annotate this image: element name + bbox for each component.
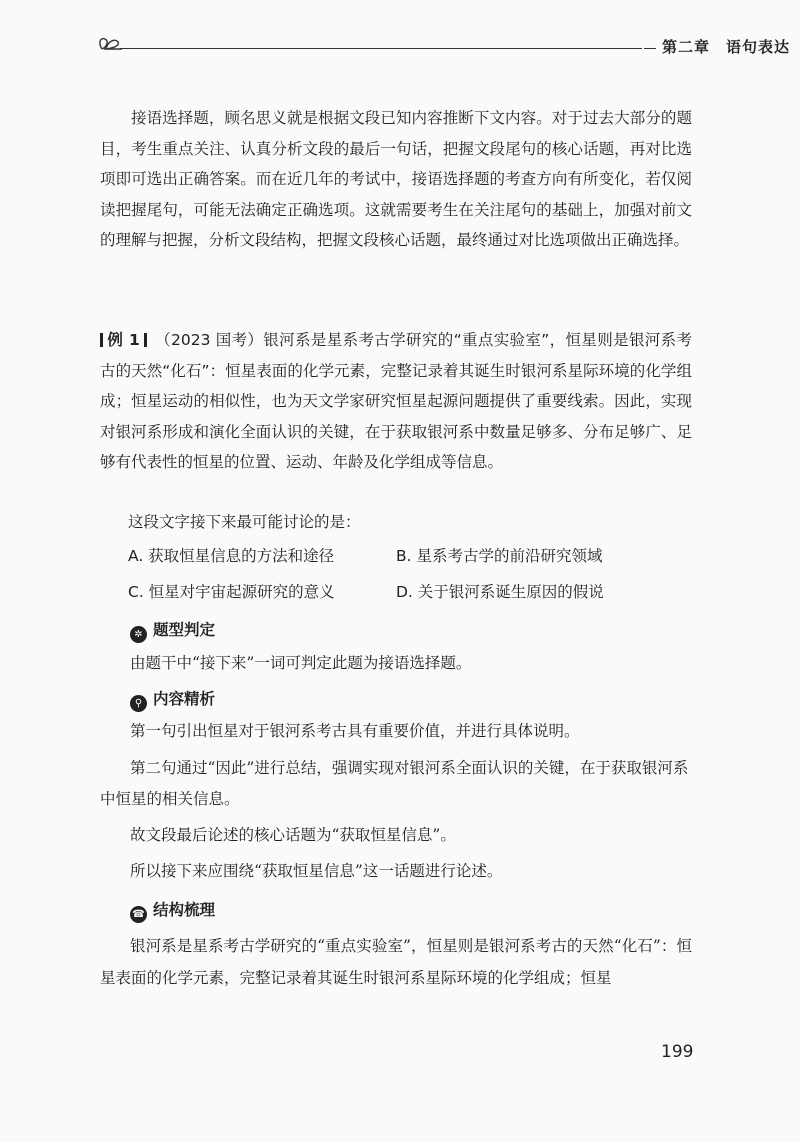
example-text: 银河系是星系考古学研究的“重点实验室”，恒星则是银河系考古的天然“化石”：恒星表面的化学元素，完整记录着其诞生时银河系星际环境的化学组成；恒星运动的相似性，也为天文学家研究恒星起源问题提供了重要线索。因此，实现对银河系形成和演化全面认识的关键，在于获取银河系中数量足够多、分布足够广、足够有代表性的恒星的位置、运动、年龄及化学组成等信息。 — [100, 331, 693, 471]
analysis-p4: 所以接下来应围绕“获取恒星信息”这一话题进行论述。 — [130, 862, 503, 880]
running-header — [96, 33, 791, 63]
bracket-mark — [144, 333, 147, 347]
section-title: 题型判定 — [153, 621, 216, 639]
type-text: 由题干中“接下来”一词可判定此题为接语选择题。 — [130, 654, 472, 672]
analysis-p2: 第二句通过“因此”进行总结，强调实现对银河系全面认识的关键，在于获取银河系中恒星的相关信息。 — [100, 759, 689, 808]
example-label: 例 1 — [107, 331, 140, 349]
option-b: B. 星系考古学的前沿研究领域 — [396, 547, 603, 565]
option-a: A. 获取恒星信息的方法和途径 — [128, 547, 335, 565]
structure-text: 银河系是星系考古学研究的“重点实验室”，恒星则是银河系考古的天然“化石”：恒星表面的化学元素，完整记录着其诞生时银河系星际环境的化学组成；恒星 — [100, 937, 692, 987]
gear-icon: ✲ — [130, 626, 147, 643]
section-title: 内容精析 — [153, 690, 216, 708]
chapter-title: 第二章 语句表达 — [662, 38, 791, 56]
section-heading-type — [130, 618, 215, 643]
section-title: 结构梳理 — [153, 901, 216, 919]
section-heading-structure — [130, 898, 215, 923]
page-number: 199 — [661, 1042, 694, 1062]
option-d: D. 关于银河系诞生原因的假说 — [396, 583, 604, 601]
option-c: C. 恒星对宇宙起源研究的意义 — [128, 583, 335, 601]
bracket-mark — [100, 333, 103, 347]
analysis-p3: 故文段最后论述的核心话题为“获取恒星信息”。 — [130, 826, 456, 844]
example-stem — [100, 325, 692, 478]
question-prompt: 这段文字接下来最可能讨论的是： — [128, 513, 361, 531]
sprout-icon — [96, 33, 126, 55]
analysis-p1: 第一句引出恒星对于银河系考古具有重要价值，并进行具体说明。 — [130, 722, 580, 740]
header-rule — [120, 48, 642, 49]
example-source: （2023 国考） — [154, 331, 264, 349]
magnifier-icon: ⚲ — [130, 695, 147, 712]
phone-icon: ☎ — [130, 906, 147, 923]
section-heading-analysis — [130, 687, 215, 712]
intro-paragraph: 接语选择题，顾名思义就是根据文段已知内容推断下文内容。对于过去大部分的题目，考生重点关注、认真分析文段的最后一句话，把握文段尾句的核心话题，再对比选项即可选出正确答案。而在近几年的考试中，接语选择题的考查方向有所变化，若仅阅读把握尾句，可能无法确定正确选项。这就需要考生在关注尾句的基础上，加强对前文的理解与把握，分析文段结构，把握文段核心话题，最终通过对比选项做出正确选择。 — [100, 109, 692, 249]
header-dash — [644, 48, 656, 49]
